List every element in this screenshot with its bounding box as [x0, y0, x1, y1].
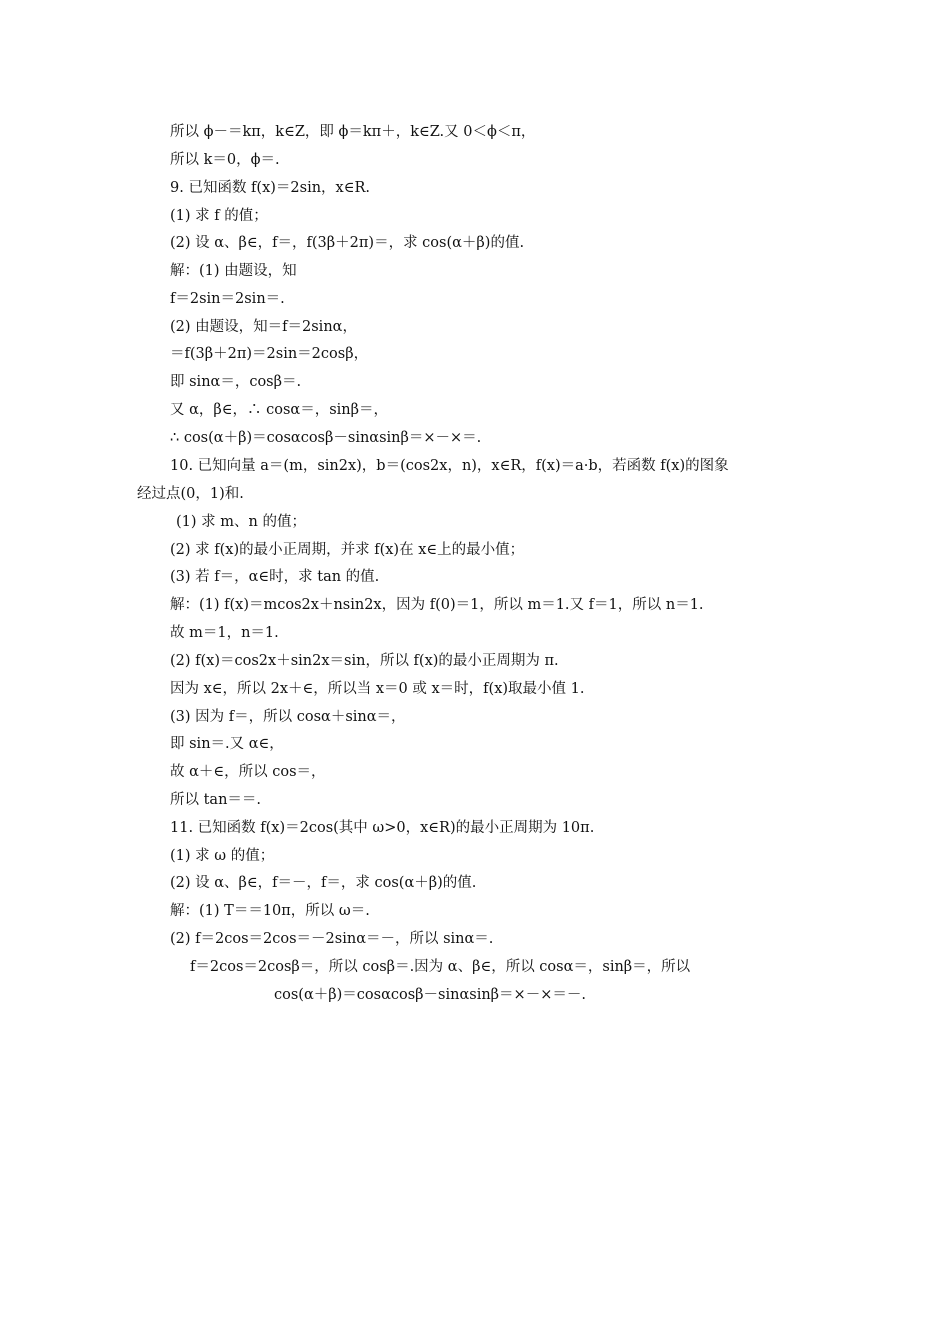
text-line: (2) f＝2cos＝2cos＝－2sinα＝－，所以 sinα＝. [170, 931, 494, 947]
text-line: (3) 若 f＝，α∈时，求 tan 的值. [170, 569, 380, 585]
text-line: 即 sin＝.又 α∈， [170, 736, 284, 752]
text-line: f＝2sin＝2sin＝. [170, 291, 285, 307]
text-line: 故 α＋∈，所以 cos＝， [170, 764, 326, 780]
text-line: (1) 求 f 的值； [170, 208, 268, 224]
text-line: ∴ cos(α＋β)＝cosαcosβ－sinαsinβ＝×－×＝. [170, 430, 482, 446]
text-line: 解：(1) T＝＝10π，所以 ω＝. [170, 903, 370, 919]
text-line: 所以 tan＝＝. [170, 792, 262, 808]
text-line: f＝2cos＝2cosβ＝，所以 cosβ＝.因为 α、β∈，所以 cosα＝，sinβ＝，所以 [190, 959, 691, 975]
text-line: cos(α＋β)＝cosαcosβ－sinαsinβ＝×－×＝－. [274, 987, 586, 1003]
text-line: 10. 已知向量 a＝(m，sin2x)，b＝(cos2x，n)，x∈R，f(x)＝a·b，若函数 f(x)的图象 [170, 458, 729, 474]
text-line: (2) 设 α、β∈，f＝，f(3β＋2π)＝，求 cos(α＋β)的值. [170, 235, 525, 251]
text-line: (3) 因为 f＝，所以 cosα＋sinα＝， [170, 709, 406, 725]
text-line: 11. 已知函数 f(x)＝2cos(其中 ω>0，x∈R)的最小正周期为 10π. [170, 820, 595, 836]
text-line: 9. 已知函数 f(x)＝2sin，x∈R. [170, 180, 370, 196]
text-line: 解：(1) 由题设，知 [170, 263, 297, 279]
text-line: 因为 x∈，所以 2x＋∈，所以当 x＝0 或 x＝时，f(x)取最小值 1. [170, 681, 585, 697]
text-line: 经过点(0，1)和. [137, 486, 244, 502]
text-line: 所以 k＝0，ϕ＝. [170, 152, 280, 168]
text-line: 故 m＝1，n＝1. [170, 625, 279, 641]
text-line: (1) 求 m、n 的值； [176, 514, 306, 530]
text-line: 又 α，β∈，∴ cosα＝，sinβ＝， [170, 402, 389, 418]
text-line: (2) 求 f(x)的最小正周期，并求 f(x)在 x∈上的最小值； [170, 542, 525, 558]
text-line: 即 sinα＝，cosβ＝. [170, 374, 302, 390]
text-line: 所以 ϕ－＝kπ，k∈Z，即 ϕ＝kπ＋，k∈Z.又 0＜ϕ＜π， [170, 124, 536, 140]
text-line: (1) 求 ω 的值； [170, 848, 275, 864]
text-line: 解：(1) f(x)＝mcos2x＋nsin2x，因为 f(0)＝1，所以 m＝1.又 f＝1，所以 n＝1. [170, 597, 704, 613]
text-line: ＝f(3β＋2π)＝2sin＝2cosβ， [170, 346, 369, 362]
text-line: (2) f(x)＝cos2x＋sin2x＝sin，所以 f(x)的最小正周期为 π. [170, 653, 559, 669]
text-line: (2) 由题设，知＝f＝2sinα， [170, 319, 357, 335]
text-line: (2) 设 α、β∈，f＝－，f＝，求 cos(α＋β)的值. [170, 875, 477, 891]
